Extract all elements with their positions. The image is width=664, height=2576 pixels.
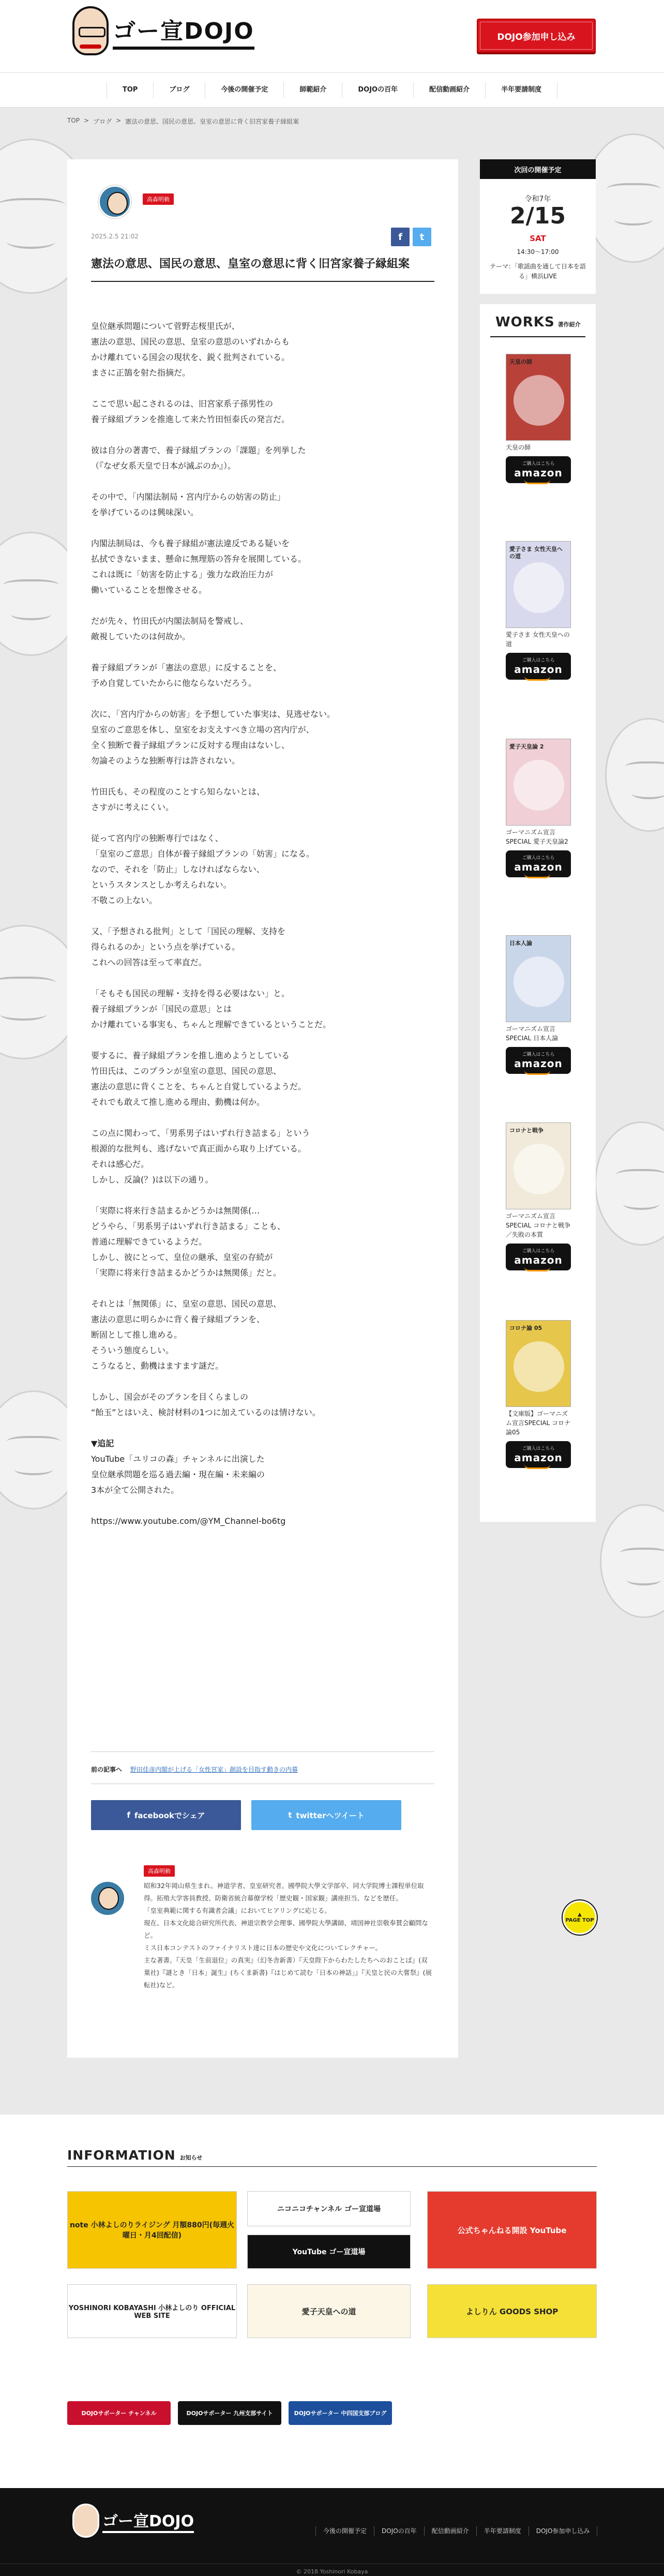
twitter-icon[interactable]: t — [413, 228, 431, 246]
information-section — [0, 2115, 664, 2488]
next-event-heading: 次回の開催予定 — [480, 159, 596, 179]
amazon-button[interactable] — [506, 1244, 571, 1270]
book-cover-text: コロナ論 05 — [509, 1325, 542, 1331]
book-item — [506, 935, 571, 1074]
event-time: 14:30〜17:00 — [517, 248, 559, 256]
works-panel — [480, 304, 596, 1522]
nav-item-instructors[interactable]: 師範紹介 — [283, 82, 342, 98]
breadcrumb-current: 憲法の意思、国民の意思、皇室の意思に背く旧宮家養子縁組案 — [125, 118, 299, 125]
twitter-share-label: twitterへツイート — [296, 1810, 365, 1820]
banner-label: 公式ちゃんねる開設 YouTube — [457, 2225, 567, 2235]
amazon-logo: amazon — [506, 467, 571, 479]
amazon-button-caption: ご購入はこちら — [522, 1446, 555, 1451]
footer-logo[interactable] — [72, 2504, 194, 2538]
banner-niconico[interactable] — [247, 2191, 411, 2226]
paragraph: この点に関わって、「男系男子はいずれ行き詰まる」という 根源的な批判も、逃げないで真正面から取り上げている。 それは感心だ。 しかし、反論(？)は以下の通り。 — [91, 1128, 310, 1185]
paragraph: だが先々、竹田氏が内閣法制局を警戒し、 敵視していたのは何故か。 — [91, 616, 249, 641]
background-illustration — [605, 718, 664, 832]
footer-logo-text: ゴー宣DOJO — [102, 2508, 194, 2533]
paragraph: 又、「予想される批判」として「国民の理解、支持を 得られるのか」という点を挙げている。 これへの回答は至って率直だ。 — [91, 926, 286, 967]
nav-item-blog[interactable]: ブログ — [153, 82, 205, 98]
amazon-button-caption: ご購入はこちら — [522, 658, 555, 663]
footer-nav-videos[interactable]: 配信動画紹介 — [424, 2526, 476, 2536]
amazon-button[interactable] — [506, 850, 571, 877]
book-title: 【文庫版】ゴーマニズム宣言SPECIAL コロナ論05 — [506, 1410, 571, 1436]
addendum-heading: ▼追記 — [91, 1439, 114, 1448]
banner-official-site[interactable] — [67, 2284, 237, 2338]
paragraph: 竹田氏も、その程度のことすら知らないとは、 さすがに考えにくい。 — [91, 787, 265, 812]
banner-label: YouTube ゴー宣道場 — [292, 2248, 366, 2256]
supporter-kyushu-banner[interactable] — [178, 2401, 281, 2425]
information-subtitle: お知らせ — [179, 2154, 203, 2161]
banner-label: ニコニコチャンネル ゴー宣道場 — [277, 2205, 381, 2213]
paragraph: しかし、国会がそのプランを目くらましの “飴玉”とはいえ、検討材料の1つに加えているのは情けない。 — [91, 1392, 321, 1417]
banner-label: よしりん GOODS SHOP — [465, 2307, 559, 2316]
paragraph: 皇位継承問題について菅野志桜里氏が、 憲法の意思、国民の意思、皇室の意思のいずれからも かけ離れている国会の現状を、鋭く批判されている。 まさに正鵠を射た指摘だ。 — [91, 321, 290, 378]
amazon-logo: amazon — [506, 1451, 571, 1464]
background-illustration — [600, 1504, 664, 1618]
paragraph: その中で、「内閣法制局・宮内庁からの妨害の防止」 を挙げているのは興味深い。 — [91, 492, 285, 517]
book-cover-text: 天皇の師 — [509, 358, 532, 365]
footer-nav-century[interactable]: DOJOの百年 — [374, 2526, 424, 2536]
profile-name-badge[interactable]: 高森明勅 — [144, 1865, 175, 1877]
works-subtitle: 著作紹介 — [557, 321, 581, 328]
banner-label: DOJOサポーター 九州支部サイト — [186, 2410, 273, 2417]
next-event-box[interactable] — [480, 179, 596, 294]
previous-post — [91, 1765, 298, 1774]
paragraph: ここで思い起こされるのは、旧宮家系子孫男性の 養子縁組プランを推進して来た竹田恒泰氏の発言だ。 — [91, 399, 290, 424]
book-title: ゴーマニズム宣言SPECIAL 日本人論 — [506, 1025, 559, 1042]
amazon-button[interactable] — [506, 653, 571, 680]
works-heading — [495, 314, 581, 330]
divider — [67, 2166, 597, 2167]
amazon-button-caption: ご購入はこちら — [522, 461, 555, 467]
banner-youtube-official[interactable] — [427, 2191, 597, 2269]
book-cover-text: 愛子天皇論 2 — [509, 743, 544, 750]
banner-label: note 小林よしのりライジング 月額880円(毎週火曜日・月4回配信) — [69, 2221, 235, 2240]
amazon-logo: amazon — [506, 1254, 571, 1266]
amazon-button-caption: ご購入はこちら — [522, 856, 555, 861]
amazon-logo: amazon — [506, 1057, 571, 1070]
book-item — [506, 1122, 571, 1270]
main-nav — [0, 72, 664, 108]
facebook-share-button[interactable] — [91, 1800, 241, 1830]
page-top-button[interactable] — [563, 1900, 597, 1935]
facebook-icon: f — [127, 1810, 130, 1820]
supporter-chushikoku-banner[interactable] — [289, 2401, 392, 2425]
site-footer — [0, 2488, 664, 2576]
post-date: 2025.2.5 21:02 — [91, 233, 139, 240]
background-illustration — [595, 1121, 664, 1246]
book-cover-text: 愛子さま 女性天皇への道 — [509, 546, 563, 560]
article-body — [91, 319, 434, 1545]
nav-item-videos[interactable]: 配信動画紹介 — [413, 82, 485, 98]
banner-label: 愛子天皇への道 — [301, 2307, 356, 2316]
amazon-button-caption: ご購入はこちら — [522, 1249, 555, 1254]
footer-nav-schedule[interactable]: 今後の開催予定 — [315, 2526, 374, 2536]
book-item — [506, 354, 571, 483]
book-cover[interactable] — [506, 541, 571, 628]
paragraph: 次に、「宮内庁からの妨害」を予想していた事実は、見逃せない。 皇室のご意思を体し、皇室をお支えすべき立場の宮内庁が、 全く独断で養子縁組プランに反対する理由はないし、 勿論そのような独断専行は許されない。 — [91, 709, 336, 766]
article-title: 憲法の意思、国民の意思、皇室の意思に背く旧宮家養子縁組案 — [91, 256, 434, 282]
banner-label: YOSHINORI KOBAYASHI 小林よしのり OFFICIAL WEB SITE — [68, 2304, 236, 2320]
banner-aiko-road[interactable] — [247, 2284, 411, 2338]
information-heading — [67, 2148, 202, 2163]
logo-text: ゴー宣DOJO — [113, 12, 254, 50]
information-title: INFORMATION — [67, 2148, 176, 2163]
divider — [490, 336, 585, 337]
book-cover-text: コロナと戦争 — [509, 1127, 544, 1134]
amazon-logo: amazon — [506, 663, 571, 676]
author-avatar[interactable] — [98, 185, 131, 218]
supporter-channel-banner[interactable] — [67, 2401, 171, 2425]
banner-note-rising[interactable] — [67, 2191, 237, 2269]
twitter-icon: t — [288, 1810, 292, 1820]
nav-item-century[interactable]: DOJOの百年 — [342, 82, 413, 98]
page-top-label: PAGE TOP — [565, 1918, 594, 1923]
footer-nav — [315, 2526, 597, 2536]
paragraph: 要するに、養子縁組プランを推し進めようとしている 竹田氏は、このプランが皇室の意思、国民の意思、 憲法の意思に背くことを、ちゃんと自覚しているようだ。 それでも敢えて推し進める理由、動機は何か。 — [91, 1051, 307, 1107]
amazon-button-caption: ご購入はこちら — [522, 1052, 555, 1057]
book-cover[interactable] — [506, 1122, 571, 1209]
youtube-link[interactable]: https://www.youtube.com/@YM_Channel-bo6tg — [91, 1516, 286, 1526]
logo-caricature — [72, 6, 109, 55]
divider — [91, 1751, 434, 1752]
book-cover[interactable] — [506, 739, 571, 826]
join-button[interactable]: DOJO参加申し込み — [477, 19, 596, 53]
paragraph: 彼は自分の著書で、養子縁組プランの「課題」を列挙した （『なぜ女系天皇で日本が滅ぶのか』）。 — [91, 445, 306, 471]
book-cover[interactable] — [506, 935, 571, 1022]
footer-nav-join[interactable]: DOJO参加申し込み — [529, 2526, 598, 2536]
event-date: 2/15 — [510, 203, 566, 229]
amazon-button[interactable] — [506, 1047, 571, 1074]
banner-label: DOJOサポーター 中四国支部ブログ — [294, 2410, 387, 2417]
book-item — [506, 1320, 571, 1468]
paragraph: 従って宮内庁の独断専行ではなく、 「皇室のご意思」自体が養子縁組プランの「妨害」になる。 なので、それを「防止」しなければならない、 というスタンスとしか考えられない。 不敬この上ない。 — [91, 833, 315, 905]
nav-item-top[interactable]: TOP — [107, 82, 153, 98]
book-item — [506, 739, 571, 877]
logo-caricature — [72, 2504, 99, 2538]
book-cover-text: 日本人論 — [509, 940, 532, 947]
twitter-share-button[interactable] — [251, 1800, 401, 1830]
profile-avatar — [91, 1882, 124, 1915]
facebook-share-label: facebookでシェア — [134, 1810, 205, 1820]
paragraph: それとは「無関係」に、皇室の意思、国民の意思、 憲法の意思に明らかに背く養子縁組プランを、 断固として推し進める。 そういう態度らしい。 こうなると、動機はますます謎だ。 — [91, 1299, 282, 1371]
book-cover[interactable] — [506, 354, 571, 441]
book-title: ゴーマニズム宣言SPECIAL 愛子天皇論2 — [506, 829, 568, 845]
paragraph: 「そもそも国民の理解・支持を得る必要はない」と。 養子縁組プランが「国民の意思」とは かけ離れている事実も、ちゃんと理解できているということだ。 — [91, 989, 331, 1029]
book-item — [506, 541, 571, 680]
background-illustration — [584, 133, 664, 263]
breadcrumb-separator: > — [84, 117, 89, 124]
event-weekday: SAT — [530, 234, 546, 243]
banner-label: DOJOサポーター チャンネル — [81, 2410, 157, 2417]
book-cover[interactable] — [506, 1320, 571, 1407]
previous-post-label: 前の記事へ — [91, 1766, 123, 1773]
profile-text: 昭和32年岡山県生まれ。神道学者、皇室研究者。國學院大學文学部卒、同大学院博士課程単位取得。拓殖大学客員教授、防衛省統合幕僚学校「歴史観・国家観」講座担当、などを歴任。 「皇室典範に関する有識者会議」においてヒアリングに応じる。 現在、日本文化総合研究所代表、神道宗教学会理事、國學院大學講師、靖国神社崇敬奉賛会顧問など。 ミス日本コンテストのファイナリスト達に日本の歴史や文化についてレクチャー。 主な著書。『天皇「生前退位」の真実』（幻冬舎新書）『天皇陛下からわたしたちへのおことば』(双葉社)『謎とき「日本」誕生』(ちくま新書)『はじめて読む「日本の神話」』『天皇と民の大嘗祭』(展転社)など。 — [144, 1882, 432, 1989]
previous-post-link[interactable]: 野田佳彦内閣が上げる「女性宮家」創設を目指す動きの内幕 — [130, 1766, 298, 1773]
book-title: 天皇の師 — [506, 444, 531, 451]
paragraph: 「実際に将来行き詰まるかどうかは無関係(… どうやら、「男系男子はいずれ行き詰まる」ことも、 普通に理解できているようだ。 しかし、彼にとって、皇位の継承、皇室の存続が 「実際に将来行き詰まるかどうかは無関係」だと。 — [91, 1206, 286, 1278]
addendum-text: YouTube「ユリコの森」チャンネルに出演した 皇位継承問題を巡る過去編・現在編・未来編の 3本が全て公開された。 — [91, 1454, 265, 1495]
category-badge[interactable]: 高森明勅 — [143, 193, 174, 205]
breadcrumb-separator: > — [116, 117, 122, 124]
facebook-icon[interactable]: f — [391, 228, 410, 246]
amazon-logo: amazon — [506, 861, 571, 873]
banner-goods-shop[interactable] — [427, 2284, 597, 2338]
breadcrumb — [67, 117, 299, 126]
article-card — [67, 159, 458, 2058]
site-logo[interactable] — [72, 6, 254, 55]
works-title: WORKS — [495, 314, 555, 330]
site-header — [0, 0, 664, 108]
paragraph: 養子縁組プランが「憲法の意思」に反することを、 予め自覚していたからに他ならないだろう。 — [91, 663, 282, 688]
banner-youtube-dojo[interactable] — [247, 2235, 411, 2269]
breadcrumb-top[interactable]: TOP — [67, 117, 80, 124]
book-title: 愛子さま 女性天皇への道 — [506, 631, 570, 648]
paragraph: 内閣法制局は、今も養子縁組が憲法違反である疑いを 払拭できないまま、懸命に無理筋の答弁を展開している。 これは既に「妨害を防止する」強力な政治圧力が 働いていることを想像させる。 — [91, 538, 307, 595]
amazon-button[interactable] — [506, 1441, 571, 1468]
breadcrumb-blog[interactable]: ブログ — [93, 118, 112, 125]
copyright: © 2018 Yoshinori Kobaya — [0, 2564, 664, 2575]
book-title: ゴーマニズム宣言SPECIAL コロナと戦争／失敗の本質 — [506, 1212, 571, 1238]
event-era: 令和7年 — [524, 195, 551, 203]
event-theme: テーマ：「歌謡曲を通して日本を語る」横浜LIVE — [489, 263, 586, 280]
arrow-up-icon: ▲ — [578, 1912, 582, 1918]
nav-item-schedule[interactable]: 今後の開催予定 — [205, 82, 283, 98]
footer-nav-half-year[interactable]: 半年要請制度 — [476, 2526, 529, 2536]
amazon-button[interactable] — [506, 456, 571, 483]
nav-item-half-year[interactable]: 半年要請制度 — [485, 82, 557, 98]
